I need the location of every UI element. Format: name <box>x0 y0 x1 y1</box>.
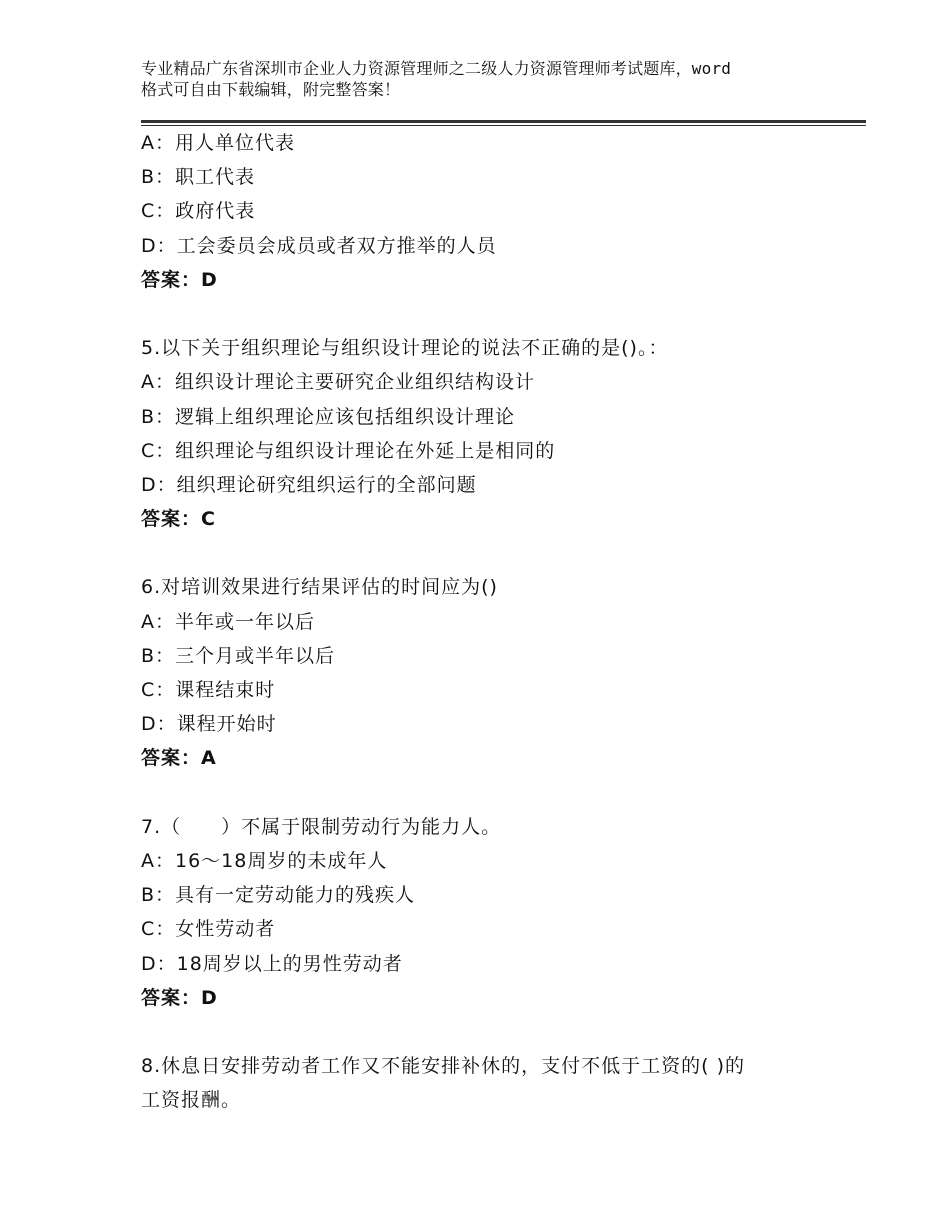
header-title-line-2: 格式可自由下载编辑，附完整答案！ <box>141 80 401 99</box>
question-4 <box>141 126 841 297</box>
option-a: A：16～18周岁的未成年人 <box>141 849 388 872</box>
question-text: 6.对培训效果进行结果评估的时间应为() <box>141 576 498 599</box>
question-text-line-2: 工资报酬。 <box>141 1089 242 1112</box>
question-text-line-1: 8.休息日安排劳动者工作又不能安排补休的，支付不低于工资的( )的 <box>141 1055 745 1078</box>
answer: 答案：A <box>141 747 217 770</box>
spacer <box>141 1015 841 1049</box>
option-d: D：组织理论研究组织运行的全部问题 <box>141 473 477 496</box>
answer: 答案：D <box>141 268 218 291</box>
option-b: B：三个月或半年以后 <box>141 644 336 667</box>
answer: 答案：C <box>141 508 216 531</box>
question-list <box>141 126 841 1117</box>
answer: 答案：D <box>141 986 218 1009</box>
question-5 <box>141 331 841 536</box>
option-a: A：半年或一年以后 <box>141 610 315 633</box>
spacer <box>141 776 841 810</box>
question-7 <box>141 810 841 1015</box>
option-b: B：职工代表 <box>141 166 256 189</box>
spacer <box>141 297 841 331</box>
option-d: D：课程开始时 <box>141 713 277 736</box>
option-c: C：组织理论与组织设计理论在外延上是相同的 <box>141 439 556 462</box>
header-divider-thick <box>141 120 866 123</box>
option-c: C：女性劳动者 <box>141 918 276 941</box>
header-title-line-1: 专业精品广东省深圳市企业人力资源管理师之二级人力资源管理师考试题库，word <box>141 59 732 78</box>
question-text: 5.以下关于组织理论与组织设计理论的说法不正确的是()。： <box>141 337 669 360</box>
option-d: D：18周岁以上的男性劳动者 <box>141 952 403 975</box>
option-b: B：逻辑上组织理论应该包括组织设计理论 <box>141 405 516 428</box>
spacer <box>141 536 841 570</box>
question-8 <box>141 1049 841 1117</box>
option-c: C：课程结束时 <box>141 679 276 701</box>
option-c: C：政府代表 <box>141 200 256 223</box>
option-b: B：具有一定劳动能力的残疾人 <box>141 884 416 907</box>
question-text: 7.（ ）不属于限制劳动行为能力人。 <box>141 815 502 838</box>
question-6 <box>141 570 841 775</box>
option-d: D：工会委员会成员或者双方推举的人员 <box>141 234 497 257</box>
option-a: A：组织设计理论主要研究企业组织结构设计 <box>141 371 535 394</box>
document-header <box>141 58 861 100</box>
option-a: A：用人单位代表 <box>141 132 295 154</box>
